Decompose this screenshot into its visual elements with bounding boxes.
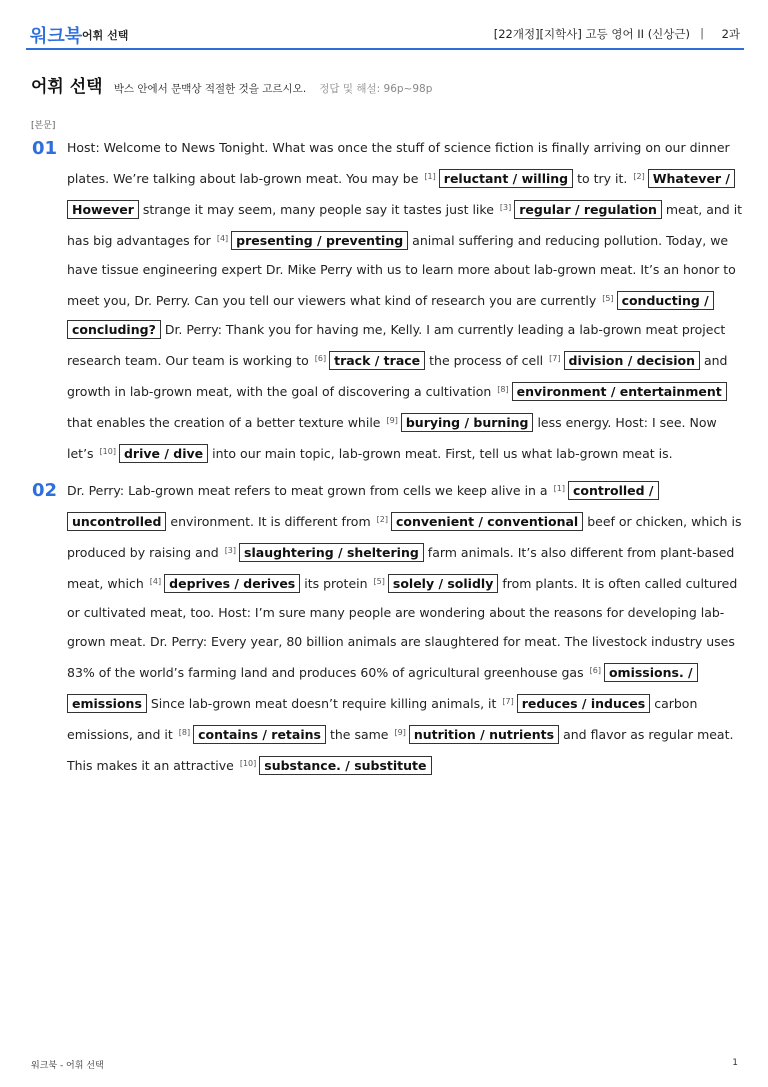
vocab-choice-box[interactable]: controlled / uncontrolled: [67, 481, 659, 531]
passage-text: beef or chicken, which is produced by raising and: [67, 514, 742, 560]
section-label: [본문]: [31, 121, 56, 131]
course-title: [22개정][지학사] 고등 영어 II (신상근): [493, 27, 690, 41]
answer-reference: 정답 및 해설: 96p~98p: [319, 83, 433, 95]
blank-number: [5]: [373, 577, 385, 586]
blank-number: [3]: [499, 203, 512, 212]
blank-number: [1]: [553, 484, 565, 493]
vocab-choice-box[interactable]: solely / solidly: [388, 574, 498, 593]
passage-text: Since lab-grown meat doesn’t require killing animals, it: [150, 696, 497, 711]
passage-text: farm animals. It’s also different from plant-based meat, which: [67, 545, 735, 591]
passage-text: less energy. Host: I see. Now let’s: [67, 415, 717, 461]
blank-number: [4]: [216, 234, 229, 243]
vocab-choice-box[interactable]: omissions. / emissions: [67, 663, 698, 713]
blank-number: [10]: [239, 759, 257, 768]
passage-text: animal suffering and reducing pollution. Today, we have tissue engineering expert Dr. Mike Perry with us to learn more about lab-grown meat. It’s an honor to meet you, Dr. Perry. Can you tell our viewers what kind of research you are currently: [67, 233, 736, 308]
blank-number: [9]: [394, 728, 406, 737]
blank-number: [9]: [386, 416, 398, 425]
vocab-choice-box[interactable]: reluctant / willing: [439, 169, 573, 188]
vocab-choice-box[interactable]: burying / burning: [401, 413, 534, 432]
passage-text: Host: Welcome to News Tonight. What was once the stuff of science fiction is finally arriving on our dinner plates. We’re talking about lab-grown meat. You may be: [67, 140, 730, 186]
blank-number: [7]: [549, 354, 561, 363]
passage-text: its protein: [304, 576, 368, 591]
passage-body: [67, 474, 743, 780]
blank-number: [5]: [602, 294, 614, 303]
passage-text: into our main topic, lab-grown meat. First, tell us what lab-grown meat is.: [212, 446, 673, 461]
vocab-choice-box[interactable]: environment / entertainment: [512, 382, 727, 401]
passage-text: to try it.: [577, 171, 628, 186]
passage-text: from plants. It is often called cultured or cultivated meat, too. Host: I’m sure many people are wondering about the reasons for developing lab-grown meat. Dr. Perry: Every year, 80 billion animals are slaughtered for meat. The livestock industry uses 83% of the world’s farming land and produces 60% of agricultural greenhouse gas: [67, 576, 738, 680]
blank-number: [1]: [424, 172, 436, 181]
passage-text: and growth in lab-grown meat, with the goal of discovering a cultivation: [67, 353, 728, 399]
passage-text: strange it may seem, many people say it tastes just like: [142, 202, 494, 217]
brand-logo: 워크북: [30, 26, 83, 47]
passage-text: Dr. Perry: Thank you for having me, Kelly. I am currently leading a lab-grown meat project research team. Our team is working to: [67, 322, 726, 368]
lesson-number: 2과: [721, 27, 740, 41]
vocab-choice-box[interactable]: contains / retains: [193, 725, 326, 744]
vocab-choice-box[interactable]: slaughtering / sheltering: [239, 543, 424, 562]
header-separator: |: [700, 26, 704, 40]
passage-text: Dr. Perry: Lab-grown meat refers to meat grown from cells we keep alive in a: [67, 483, 548, 498]
footer-label: 워크북 - 어휘 선택: [31, 1061, 104, 1071]
vocab-choice-box[interactable]: nutrition / nutrients: [409, 725, 559, 744]
page-header: [26, 14, 744, 50]
passage-text: that enables the creation of a better texture while: [67, 415, 381, 430]
passage-number: 01: [32, 138, 58, 159]
passage-text: carbon emissions, and it: [67, 696, 698, 742]
blank-number: [8]: [178, 728, 191, 737]
page-title: 어휘 선택: [31, 77, 103, 97]
blank-number: [10]: [99, 447, 116, 456]
blank-number: [6]: [314, 354, 327, 363]
vocab-choice-box[interactable]: conducting / concluding?: [67, 291, 714, 339]
title-bar: [31, 72, 432, 97]
blank-number: [8]: [497, 385, 509, 394]
vocab-choice-box[interactable]: regular / regulation: [514, 200, 662, 219]
workbook-type: 어휘 선택: [82, 29, 129, 42]
vocab-choice-box[interactable]: Whatever / However: [67, 169, 735, 219]
vocab-choice-box[interactable]: drive / dive: [119, 444, 208, 463]
blank-number: [2]: [633, 172, 645, 181]
passage-text: meat, and it has big advantages for: [67, 202, 743, 248]
vocab-choice-box[interactable]: substance. / substitute: [259, 756, 431, 775]
vocab-choice-box[interactable]: presenting / preventing: [231, 231, 408, 250]
blank-number: [6]: [589, 666, 601, 675]
vocab-choice-box[interactable]: division / decision: [564, 351, 700, 370]
passage-text: the same: [329, 727, 389, 742]
passage-text: the process of cell: [429, 353, 544, 368]
blank-number: [7]: [502, 697, 514, 706]
passage-text: and flavor as regular meat. This makes it an attractive: [67, 727, 734, 773]
instruction-text: 박스 안에서 문맥상 적절한 것을 고르시오.: [113, 83, 307, 95]
blank-number: [3]: [224, 546, 237, 555]
blank-number: [2]: [376, 515, 388, 524]
passage-body: [67, 133, 743, 468]
passage-number: 02: [32, 480, 58, 501]
vocab-choice-box[interactable]: convenient / conventional: [391, 512, 583, 531]
passage-text: environment. It is different from: [170, 514, 371, 529]
vocab-choice-box[interactable]: track / trace: [329, 351, 425, 370]
vocab-choice-box[interactable]: deprives / derives: [164, 574, 300, 593]
blank-number: [4]: [149, 577, 162, 586]
page-number: 1: [732, 1058, 738, 1068]
vocab-choice-box[interactable]: reduces / induces: [517, 694, 650, 713]
